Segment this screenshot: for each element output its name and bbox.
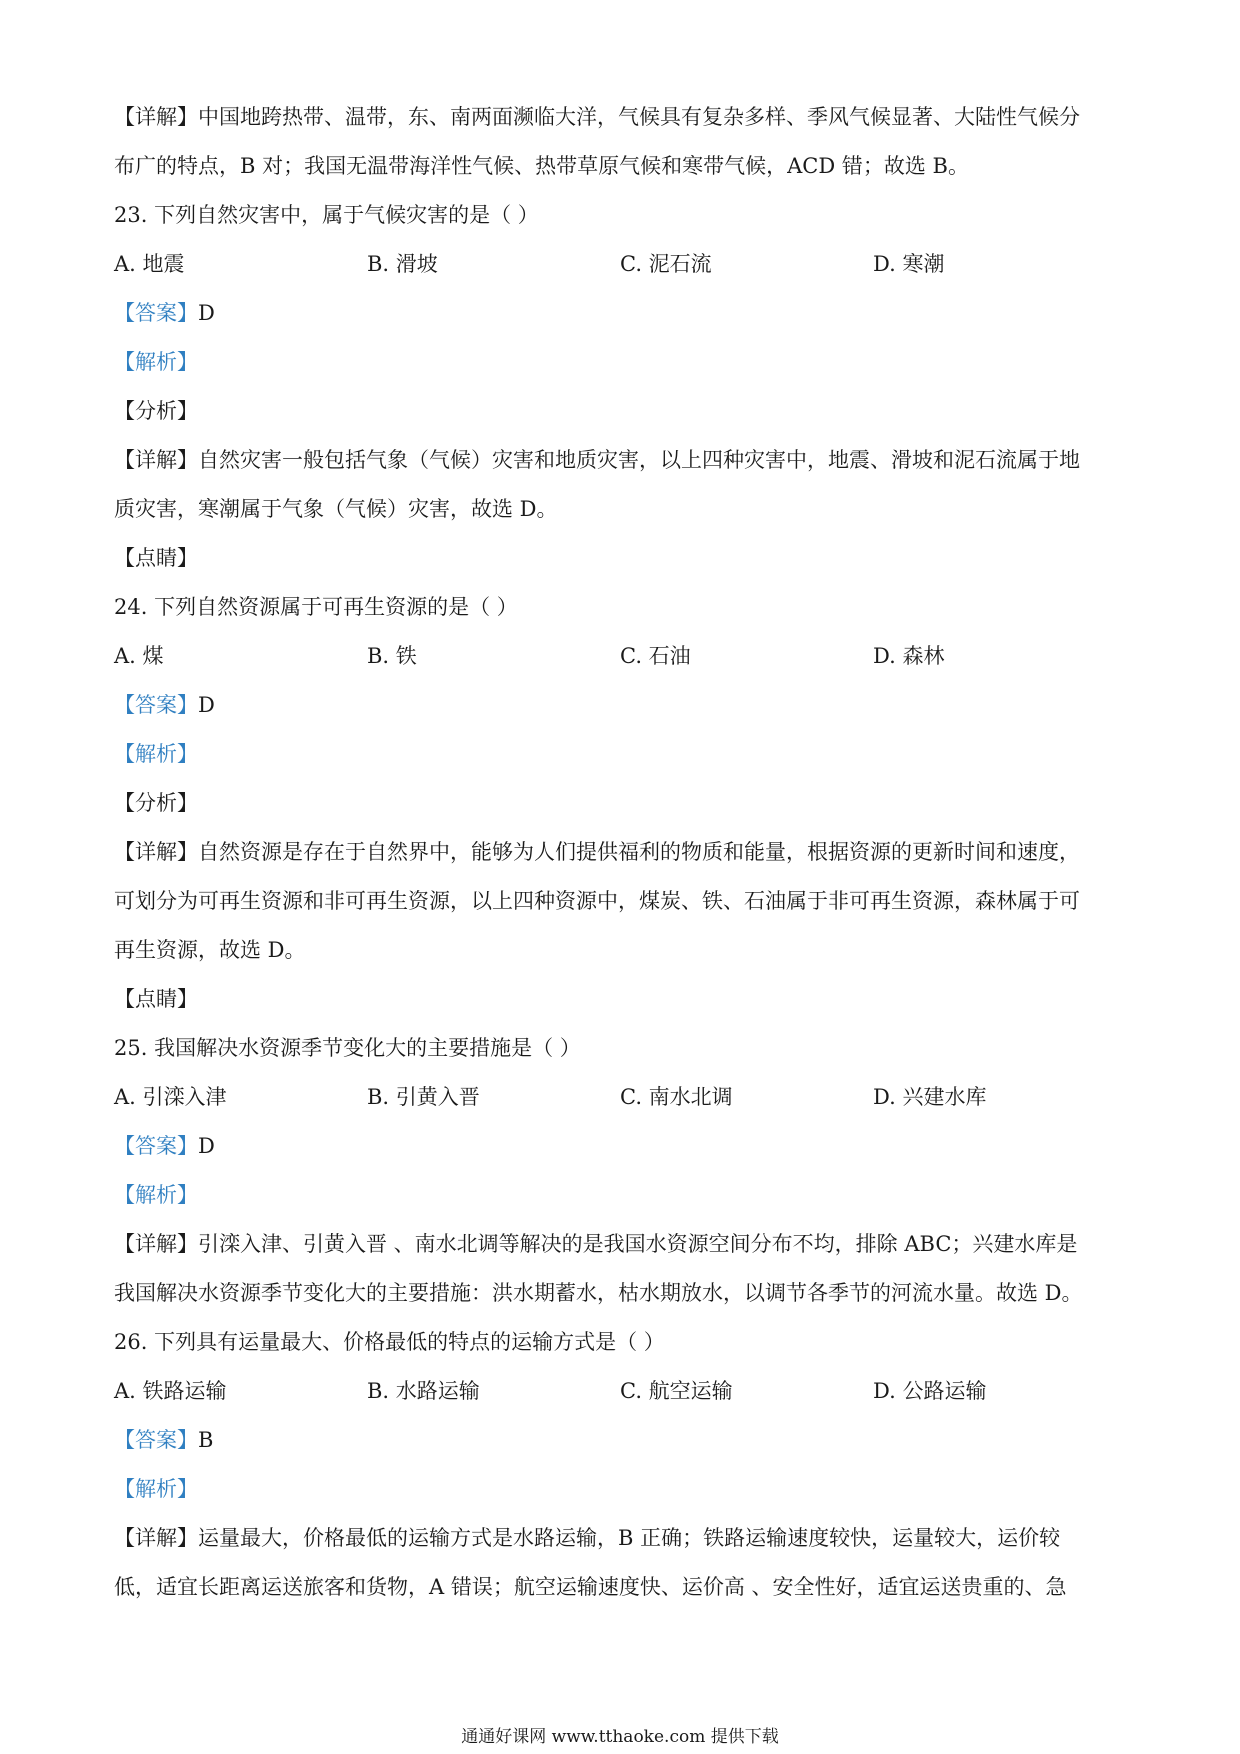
option-a: A. 引滦入津	[114, 1085, 227, 1109]
question-26-options	[114, 1376, 1134, 1406]
answer-value: D	[198, 1134, 215, 1158]
option-d: D. 寒潮	[873, 252, 945, 276]
question-23-answer	[114, 298, 1134, 328]
option-a: A. 地震	[114, 252, 185, 276]
answer-tag: 【答案】	[114, 1134, 198, 1158]
question-23-detail-line-2: 质灾害，寒潮属于气象（气候）灾害，故选 D。	[114, 497, 558, 521]
question-25-stem: 25. 我国解决水资源季节变化大的主要措施是（ ）	[114, 1036, 581, 1060]
option-d: D. 兴建水库	[873, 1085, 987, 1109]
question-24-detail-line-1: 【详解】自然资源是存在于自然界中，能够为人们提供福利的物质和能量，根据资源的更新时间和速度，	[114, 840, 1080, 864]
intro-detail-line-1: 【详解】中国地跨热带、温带，东、南两面濒临大洋，气候具有复杂多样、季风气候显著、大陆性气候分	[114, 105, 1080, 129]
question-23-jiexi-tag: 【解析】	[114, 350, 198, 374]
question-25-answer	[114, 1131, 1134, 1161]
question-25-detail-line-1: 【详解】引滦入津、引黄入晋 、南水北调等解决的是我国水资源空间分布不均，排除 ABC；兴建水库是	[114, 1232, 1078, 1256]
option-a: A. 铁路运输	[114, 1379, 227, 1403]
option-c: C. 南水北调	[620, 1085, 733, 1109]
answer-value: B	[198, 1428, 214, 1452]
option-c: C. 航空运输	[620, 1379, 733, 1403]
question-26-jiexi-tag: 【解析】	[114, 1477, 198, 1501]
answer-tag: 【答案】	[114, 1428, 198, 1452]
detail-tag: 【详解】	[114, 1526, 198, 1550]
question-24-detail-line-3: 再生资源，故选 D。	[114, 938, 306, 962]
option-b: B. 铁	[367, 644, 417, 668]
answer-value: D	[198, 693, 215, 717]
question-24-dianjing-tag: 【点睛】	[114, 987, 198, 1011]
detail-tag: 【详解】	[114, 1232, 198, 1256]
intro-detail-line-2: 布广的特点，B 对；我国无温带海洋性气候、热带草原气候和寒带气候，ACD 错；故选 B。	[114, 154, 969, 178]
page-footer: 通通好课网 www.tthaoke.com 提供下载	[461, 1727, 779, 1747]
option-d: D. 森林	[873, 644, 945, 668]
question-24-analysis-tag: 【分析】	[114, 791, 198, 815]
question-24-options	[114, 641, 1134, 671]
answer-value: D	[198, 301, 215, 325]
detail-tag: 【详解】	[114, 105, 198, 129]
answer-tag: 【答案】	[114, 693, 198, 717]
question-24-jiexi-tag: 【解析】	[114, 742, 198, 766]
answer-tag: 【答案】	[114, 301, 198, 325]
question-25-detail-line-2: 我国解决水资源季节变化大的主要措施：洪水期蓄水，枯水期放水，以调节各季节的河流水量。故选 D。	[114, 1281, 1083, 1305]
option-c: C. 石油	[620, 644, 691, 668]
detail-tag: 【详解】	[114, 840, 198, 864]
option-a: A. 煤	[114, 644, 164, 668]
question-23-analysis-tag: 【分析】	[114, 399, 198, 423]
question-26-detail-line-2: 低，适宜长距离运送旅客和货物，A 错误；航空运输速度快、运价高 、安全性好，适宜运送贵重的、急	[114, 1575, 1067, 1599]
question-23-stem: 23. 下列自然灾害中，属于气候灾害的是（ ）	[114, 203, 539, 227]
question-24-answer	[114, 690, 1134, 720]
question-23-dianjing-tag: 【点睛】	[114, 546, 198, 570]
question-23-detail-line-1: 【详解】自然灾害一般包括气象（气候）灾害和地质灾害，以上四种灾害中，地震、滑坡和泥石流属于地	[114, 448, 1080, 472]
question-24-stem: 24. 下列自然资源属于可再生资源的是（ ）	[114, 595, 518, 619]
question-23-options	[114, 249, 1134, 279]
question-25-jiexi-tag: 【解析】	[114, 1183, 198, 1207]
detail-tag: 【详解】	[114, 448, 198, 472]
option-b: B. 滑坡	[367, 252, 438, 276]
option-b: B. 引黄入晋	[367, 1085, 480, 1109]
option-b: B. 水路运输	[367, 1379, 480, 1403]
option-c: C. 泥石流	[620, 252, 712, 276]
option-d: D. 公路运输	[873, 1379, 987, 1403]
question-26-detail-line-1: 【详解】运量最大，价格最低的运输方式是水路运输，B 正确；铁路运输速度较快，运量较大，运价较	[114, 1526, 1061, 1550]
question-26-answer	[114, 1425, 1134, 1455]
question-26-stem: 26. 下列具有运量最大、价格最低的特点的运输方式是（ ）	[114, 1330, 665, 1354]
question-24-detail-line-2: 可划分为可再生资源和非可再生资源，以上四种资源中，煤炭、铁、石油属于非可再生资源，森林属于可	[114, 889, 1080, 913]
question-25-options	[114, 1082, 1134, 1112]
